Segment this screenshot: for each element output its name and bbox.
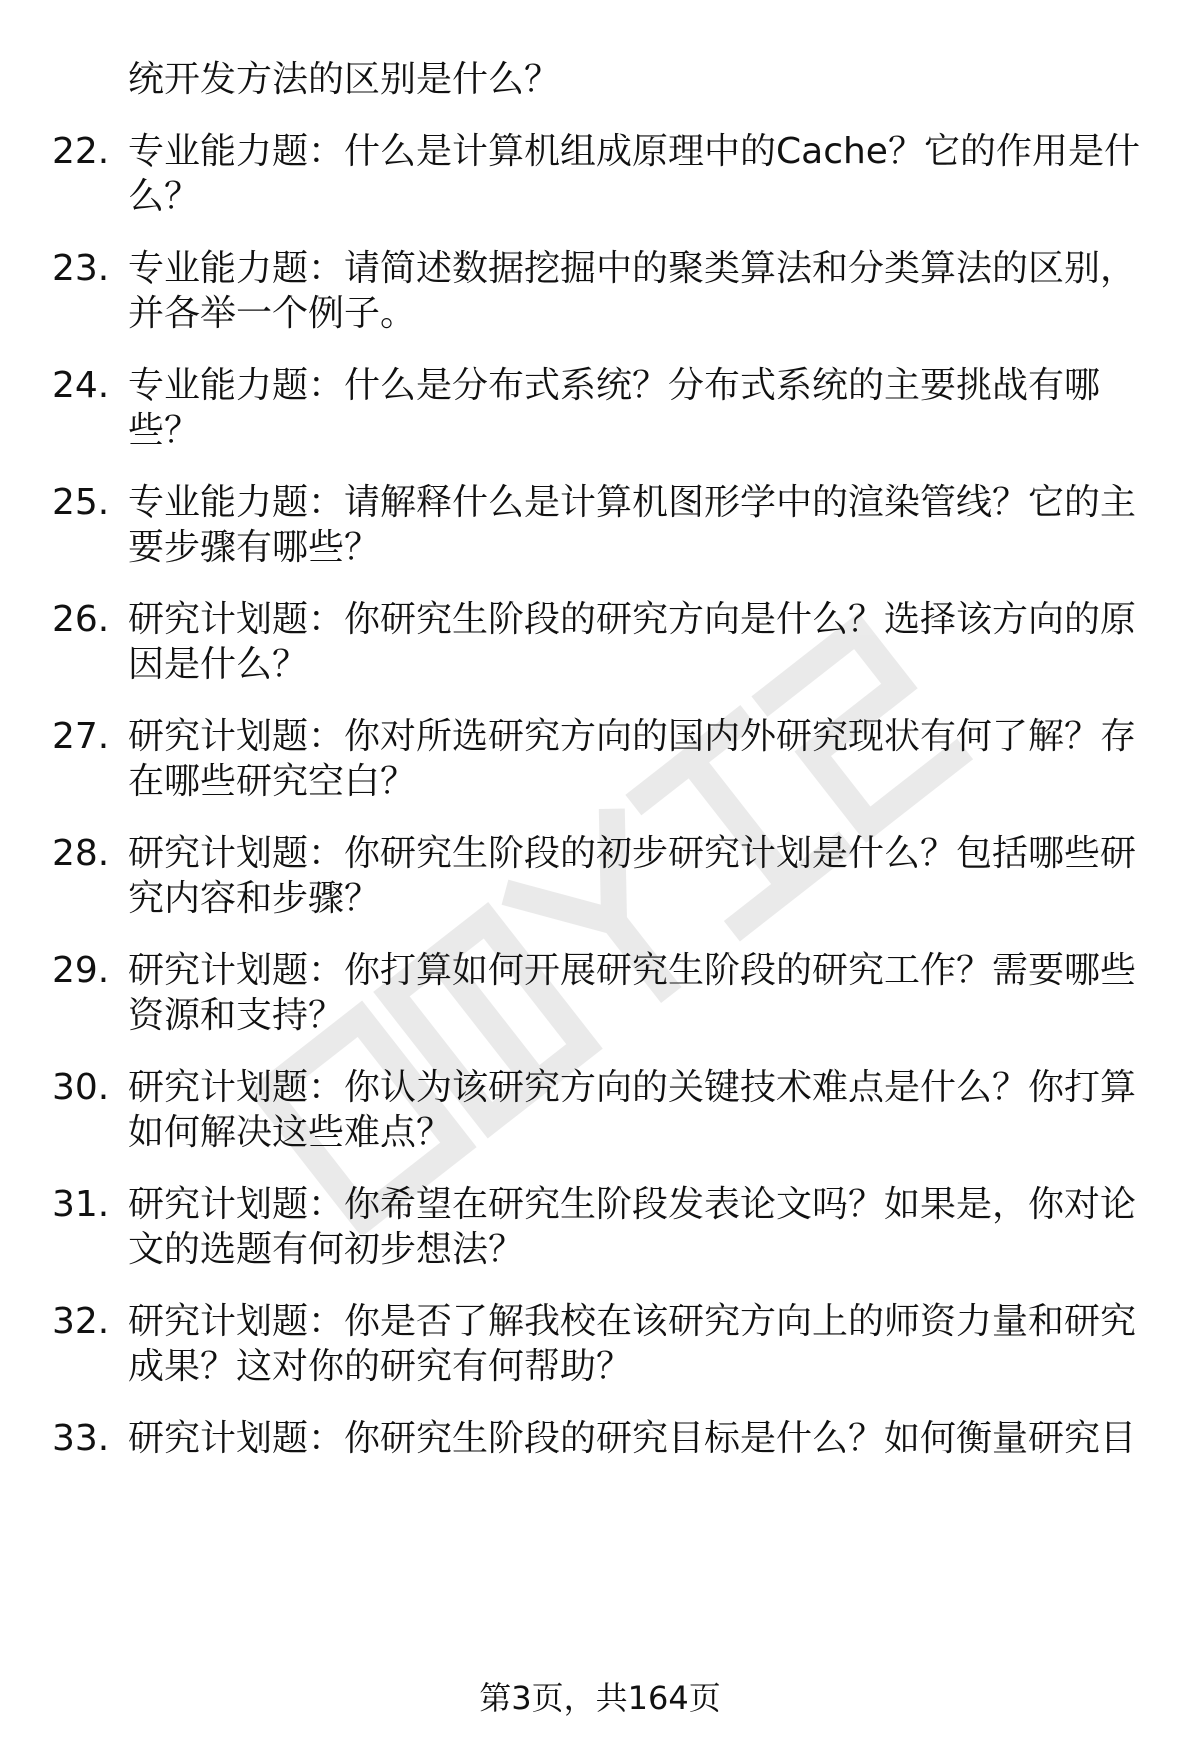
item-text-line: 成果？这对你的研究有何帮助？ xyxy=(128,1346,633,1387)
item-text-line: 如何解决这些难点？ xyxy=(128,1112,453,1153)
item-text-line: 在哪些研究空白？ xyxy=(128,761,417,802)
item-number: 24. xyxy=(52,365,110,406)
item-text-line: 专业能力题：什么是计算机组成原理中的Cache？它的作用是什 xyxy=(128,131,1140,172)
item-text-line: 研究计划题：你打算如何开展研究生阶段的研究工作？需要哪些 xyxy=(128,950,1137,991)
item-number: 28. xyxy=(52,833,110,874)
item-text-line: 研究计划题：你希望在研究生阶段发表论文吗？如果是，你对论 xyxy=(128,1184,1137,1225)
item-text-line: 专业能力题：什么是分布式系统？分布式系统的主要挑战有哪 xyxy=(128,365,1101,406)
item-text-line: 文的选题有何初步想法？ xyxy=(128,1229,525,1270)
continuation-text: 统开发方法的区别是什么？ xyxy=(128,59,561,100)
item-number: 32. xyxy=(52,1301,110,1342)
item-number: 27. xyxy=(52,716,110,757)
item-text-line: 些？ xyxy=(128,410,201,451)
item-text-line: 么？ xyxy=(128,176,201,217)
item-number: 29. xyxy=(52,950,110,991)
item-text-line: 究内容和步骤？ xyxy=(128,878,381,919)
item-text-line: 专业能力题：请解释什么是计算机图形学中的渲染管线？它的主 xyxy=(128,482,1137,523)
item-text-line: 因是什么？ xyxy=(128,644,309,685)
item-text-line: 研究计划题：你研究生阶段的研究方向是什么？选择该方向的原 xyxy=(128,599,1137,640)
item-number: 33. xyxy=(52,1418,110,1459)
item-text-line: 研究计划题：你研究生阶段的研究目标是什么？如何衡量研究目 xyxy=(128,1418,1137,1459)
item-text-line: 研究计划题：你研究生阶段的初步研究计划是什么？包括哪些研 xyxy=(128,833,1137,874)
item-text-line: 研究计划题：你是否了解我校在该研究方向上的师资力量和研究 xyxy=(128,1301,1137,1342)
item-number: 31. xyxy=(52,1184,110,1225)
item-number: 30. xyxy=(52,1067,110,1108)
item-text-line: 研究计划题：你对所选研究方向的国内外研究现状有何了解？存 xyxy=(128,716,1137,757)
item-text-line: 并各举一个例子。 xyxy=(128,293,417,334)
item-number: 26. xyxy=(52,599,110,640)
item-number: 22. xyxy=(52,131,110,172)
item-text-line: 专业能力题：请简述数据挖掘中的聚类算法和分类算法的区别， xyxy=(128,248,1137,289)
item-number: 25. xyxy=(52,482,110,523)
item-number: 23. xyxy=(52,248,110,289)
item-text-line: 研究计划题：你认为该研究方向的关键技术难点是什么？你打算 xyxy=(128,1067,1137,1108)
item-text-line: 资源和支持？ xyxy=(128,995,345,1036)
item-text-line: 要步骤有哪些？ xyxy=(128,527,381,568)
page-number-footer: 第3页，共164页 xyxy=(479,1679,721,1717)
